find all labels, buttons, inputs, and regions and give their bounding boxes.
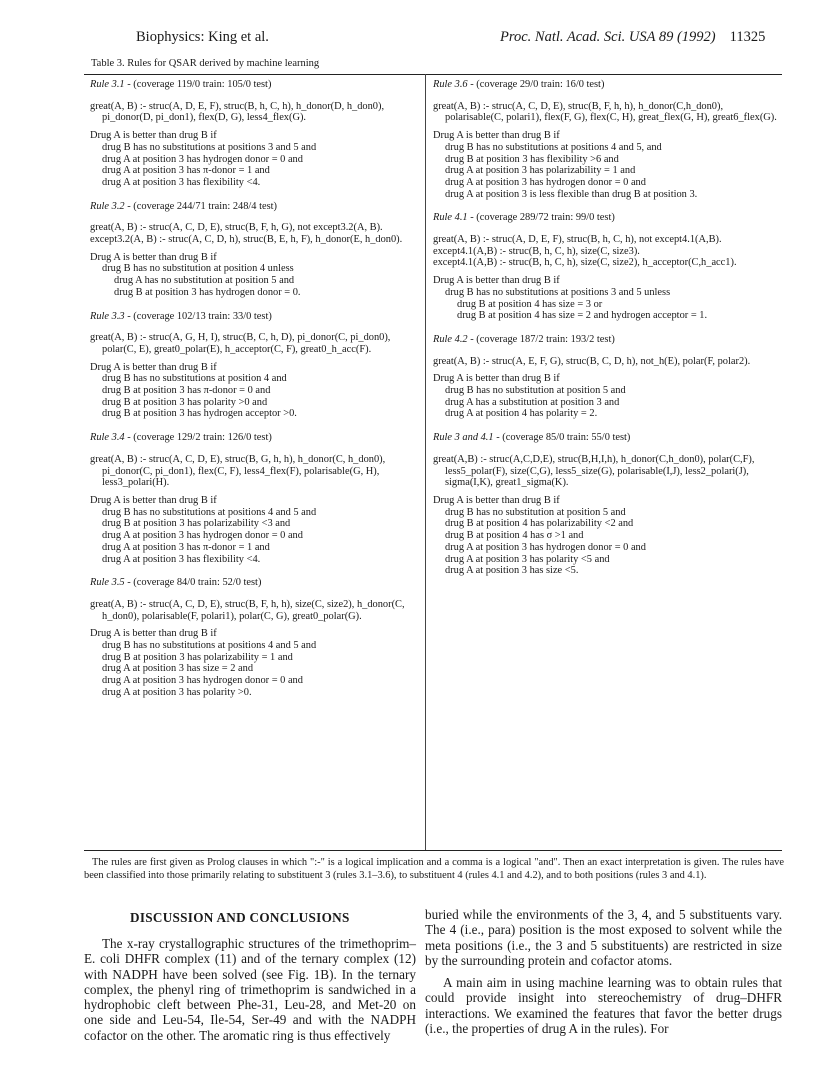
prolog-clause: great(A, B) :- struc(A, C, D, E), struc(B, F, h, h), h_donor(C,h_don0), polarisable(C, polari1), flex(F, G), flex(C, H), great_flex(G, H), great6_flex(G). <box>433 100 777 124</box>
interpretation-line: drug A at position 3 has hydrogen donor = 0 and <box>445 541 646 553</box>
page-number: 11325 <box>729 29 766 45</box>
journal-citation: Proc. Natl. Acad. Sci. USA 89 (1992) <box>500 29 716 45</box>
interpretation-line: drug A at position 3 has size = 2 and <box>102 663 254 675</box>
rule-heading <box>90 311 425 323</box>
rule-heading <box>433 334 783 346</box>
interpretation-line: Drug A is better than drug B if <box>433 494 560 506</box>
rule-block <box>433 79 783 200</box>
interpretation-line: drug B has no substitutions at positions 4 and 5 and <box>102 506 317 518</box>
interpretation-line: drug B has no substitutions at positions 3 and 5 unless <box>445 286 671 298</box>
interpretation-line: drug B at position 3 has polarizability <3 and <box>102 518 291 530</box>
rule-name: Rule 3.2 <box>90 200 125 212</box>
interpretation-line: drug B has no substitutions at positions 4 and 5 and <box>102 640 317 652</box>
rule-coverage: - (coverage 119/0 train: 105/0 test) <box>124 79 272 90</box>
rule-heading <box>90 432 425 444</box>
rule-heading <box>90 577 425 589</box>
prolog-clauses <box>90 599 425 622</box>
interpretation-line: drug A at position 3 has hydrogen donor = 0 and <box>102 530 303 542</box>
interpretation-line: drug A has no substitution at position 5 and <box>114 275 295 287</box>
rule-interpretation <box>433 130 783 200</box>
rule-coverage: - (coverage 29/0 train: 16/0 test) <box>467 79 605 90</box>
prolog-clause: except4.1(A,B) :- struc(B, h, C, h), size(C, size3). <box>433 245 640 257</box>
rule-heading <box>90 201 425 213</box>
rule-name: Rule 3.5 <box>90 577 125 589</box>
prolog-clauses <box>90 454 425 489</box>
table-caption: Table 3. Rules for QSAR derived by machine learning <box>91 58 320 69</box>
rule-interpretation <box>90 252 425 299</box>
interpretation-line: drug B at position 3 has π-donor = 0 and <box>102 385 271 397</box>
rule-coverage: - (coverage 289/72 train: 99/0 test) <box>467 212 615 224</box>
prolog-clauses <box>90 101 425 124</box>
prolog-clause: great(A,B) :- struc(A,C,D,E), struc(B,H,I,h), h_donor(C,h_don0), polar(C,F), less5_polar(F), size(C,G), less5_size(G), polarisable(I,J), less2_polari(J), sigma(I,K), great1_sigma(K). <box>433 453 755 489</box>
rule-block <box>90 201 425 299</box>
rule-interpretation <box>90 362 425 421</box>
rule-coverage: - (coverage 129/2 train: 126/0 test) <box>124 432 272 444</box>
interpretation-line: drug A has a substitution at position 3 and <box>445 396 620 408</box>
body-paragraph: The x-ray crystallographic structures of the trimethoprim–E. coli DHFR complex (11) and of the ternary complex (12) with NADPH have been solved (see Fig. 1B). In the ternary complex, the phenyl ring of trimethoprim is sandwiched in a hydrophobic cleft between Phe-31, Leu-28, and Met-20 on one side and Leu-54, Ile-54, Ser-49 and with the NADPH cofactor on the other. The aromatic ring is thus effectively <box>84 936 416 1043</box>
prolog-clause: great(A, B) :- struc(A, D, E, F), struc(B, h, C, h), not except4.1(A,B). <box>433 234 722 246</box>
prolog-clause: great(A, B) :- struc(A, G, H, I), struc(B, C, h, D), pi_donor(C, pi_don0), polar(C, E), great0_polar(E), h_acceptor(C, F), great0_h_acc(F). <box>90 332 391 355</box>
rule-block <box>90 432 425 565</box>
table-column-divider <box>425 74 426 850</box>
interpretation-line: Drug A is better than drug B if <box>433 130 560 142</box>
rule-name: Rule 3 and 4.1 <box>433 432 494 444</box>
interpretation-line: drug B at position 3 has hydrogen acceptor >0. <box>102 408 297 420</box>
table-bottom-rule <box>84 850 782 851</box>
running-header-left: Biophysics: King et al. <box>136 29 269 45</box>
interpretation-line: Drug A is better than drug B if <box>90 251 217 263</box>
prolog-clauses <box>433 234 783 269</box>
interpretation-line: Drug A is better than drug B if <box>90 361 217 373</box>
interpretation-line: drug B has no substitution at position 5 and <box>445 506 626 518</box>
rule-block <box>90 79 425 189</box>
table-footnote: The rules are first given as Prolog clauses in which ":-" is a logical implication and a comma is a logical "and". Then an exact interpretation is given. The rules have been classified into those primarily relating to substituent 3 (rules 3.1–3.6), to substituent 4 (rules 4.1 and 4.2), and to both positions (rules 3 and 4.1). <box>84 857 784 881</box>
rule-heading <box>90 79 425 91</box>
prolog-clause: except3.2(A, B) :- struc(A, C, D, h), struc(B, E, h, F), h_donor(E, h_don0). <box>90 234 403 246</box>
interpretation-line: drug A at position 3 has π-donor = 1 and <box>102 541 270 553</box>
interpretation-line: Drug A is better than drug B if <box>90 628 217 640</box>
interpretation-line: Drug A is better than drug B if <box>433 373 560 385</box>
running-header-right <box>500 29 765 46</box>
interpretation-line: drug A at position 3 has size <5. <box>445 565 579 577</box>
interpretation-line: drug B at position 3 has polarity >0 and <box>102 396 268 408</box>
interpretation-line: Drug A is better than drug B if <box>433 275 560 287</box>
prolog-clauses <box>90 332 425 355</box>
interpretation-line: drug B at position 4 has size = 2 and hydrogen acceptor = 1. <box>457 310 708 322</box>
interpretation-line: drug A at position 3 has hydrogen donor = 0 and <box>445 176 646 188</box>
table-right-column <box>433 79 783 589</box>
interpretation-line: drug A at position 3 has hydrogen donor = 0 and <box>102 153 303 165</box>
rule-coverage: - (coverage 84/0 train: 52/0 test) <box>124 577 262 589</box>
body-paragraph: A main aim in using machine learning was to obtain rules that could provide insight into stereochemistry of drug–DHFR interactions. We examined the features that favor the better drugs (i.e., the properties of drug A in the rules). For <box>425 975 782 1037</box>
interpretation-line: drug A at position 3 has polarizability = 1 and <box>445 165 636 177</box>
prolog-clauses <box>90 222 425 245</box>
prolog-clause: except4.1(A,B) :- struc(B, h, C, h), size(C, size2), h_acceptor(C,h_acc1). <box>433 257 737 269</box>
prolog-clauses <box>433 454 783 489</box>
rule-heading <box>433 79 783 91</box>
prolog-clause: great(A, B) :- struc(A, D, E, F), struc(B, h, C, h), h_donor(D, h_don0), pi_donor(D, pi_don1), flex(D, G), less4_flex(G). <box>90 100 385 124</box>
interpretation-line: drug A at position 3 has flexibility <4. <box>102 553 261 565</box>
interpretation-line: drug A at position 3 has polarity <5 and <box>445 553 610 565</box>
rule-interpretation <box>90 495 425 565</box>
interpretation-line: drug B at position 3 has hydrogen donor = 0. <box>114 286 301 298</box>
rule-coverage: - (coverage 102/13 train: 33/0 test) <box>124 310 272 322</box>
rule-coverage: - (coverage 244/71 train: 248/4 test) <box>124 200 277 212</box>
rule-heading <box>433 432 783 444</box>
body-column-right <box>425 907 782 1036</box>
body-paragraph: buried while the environments of the 3, 4, and 5 substituents vary. The 4 (i.e., para) position is the most exposed to solvent while the meta positions (i.e., the 3 and 5 substituents) are restricted in size by the surrounding protein and cofactor atoms. <box>425 907 782 968</box>
rule-name: Rule 4.1 <box>433 212 468 224</box>
interpretation-line: drug A at position 3 has flexibility <4. <box>102 176 261 188</box>
interpretation-line: drug B has no substitution at position 4 unless <box>102 263 294 275</box>
interpretation-line: drug A at position 3 has hydrogen donor = 0 and <box>102 675 303 687</box>
interpretation-line: drug B has no substitutions at positions 3 and 5 and <box>102 141 317 153</box>
interpretation-line: drug B at position 4 has size = 3 or <box>457 298 603 310</box>
interpretation-line: drug B at position 3 has flexibility >6 and <box>445 153 619 165</box>
interpretation-line: drug B at position 4 has polarizability <2 and <box>445 518 634 530</box>
interpretation-line: drug A at position 3 has π-donor = 1 and <box>102 165 270 177</box>
rule-interpretation <box>90 628 425 698</box>
interpretation-line: drug A at position 4 has polarity = 2. <box>445 408 598 420</box>
rule-block <box>433 212 783 322</box>
rule-block <box>433 334 783 420</box>
interpretation-line: drug B has no substitutions at position 4 and <box>102 373 287 385</box>
interpretation-line: Drug A is better than drug B if <box>90 130 217 142</box>
rule-name: Rule 3.6 <box>433 79 468 90</box>
rule-name: Rule 3.1 <box>90 79 125 90</box>
rule-block <box>90 311 425 421</box>
rule-heading <box>433 212 783 224</box>
rule-block <box>90 577 425 698</box>
prolog-clauses <box>433 101 783 124</box>
prolog-clause: great(A, B) :- struc(A, C, D, E), struc(B, F, h, G), not except3.2(A, B). <box>90 222 383 234</box>
rule-interpretation <box>433 373 783 420</box>
section-title: DISCUSSION AND CONCLUSIONS <box>130 910 350 925</box>
rule-name: Rule 4.2 <box>433 333 468 345</box>
rule-coverage: - (coverage 187/2 train: 193/2 test) <box>467 333 615 345</box>
interpretation-line: drug B has no substitution at position 5 and <box>445 385 626 397</box>
body-column-left <box>84 936 416 1043</box>
interpretation-line: drug A at position 3 has polarity >0. <box>102 686 252 698</box>
rule-name: Rule 3.3 <box>90 310 125 322</box>
prolog-clause: great(A, B) :- struc(A, C, D, E), struc(B, F, h, h), size(C, size2), h_donor(C, h_don0), polarisable(F, polari1), polar(C, G), great0_polar(G). <box>90 598 405 622</box>
prolog-clause: great(A, B) :- struc(A, C, D, E), struc(B, G, h, h), h_donor(C, h_don0), pi_donor(C, pi_don1), flex(C, F), less4_flex(F), polarisable(G, H), less3_polari(H). <box>90 453 386 489</box>
prolog-clauses <box>433 356 783 368</box>
rule-interpretation <box>433 275 783 322</box>
table-top-rule <box>84 74 782 75</box>
rule-coverage: - (coverage 85/0 train: 55/0 test) <box>493 432 631 444</box>
rule-interpretation <box>90 130 425 189</box>
rule-name: Rule 3.4 <box>90 432 125 444</box>
interpretation-line: drug B at position 3 has polarizability = 1 and <box>102 651 293 663</box>
interpretation-line: Drug A is better than drug B if <box>90 494 217 506</box>
rule-block <box>433 432 783 577</box>
prolog-clause: great(A, B) :- struc(A, E, F, G), struc(B, C, D, h), not_h(E), polar(F, polar2). <box>433 355 751 367</box>
interpretation-line: drug B has no substitutions at positions 4 and 5, and <box>445 141 662 153</box>
interpretation-line: drug A at position 3 is less flexible than drug B at position 3. <box>445 188 698 200</box>
rule-interpretation <box>433 495 783 577</box>
interpretation-line: drug B at position 4 has σ >1 and <box>445 530 584 542</box>
table-left-column <box>90 79 425 711</box>
